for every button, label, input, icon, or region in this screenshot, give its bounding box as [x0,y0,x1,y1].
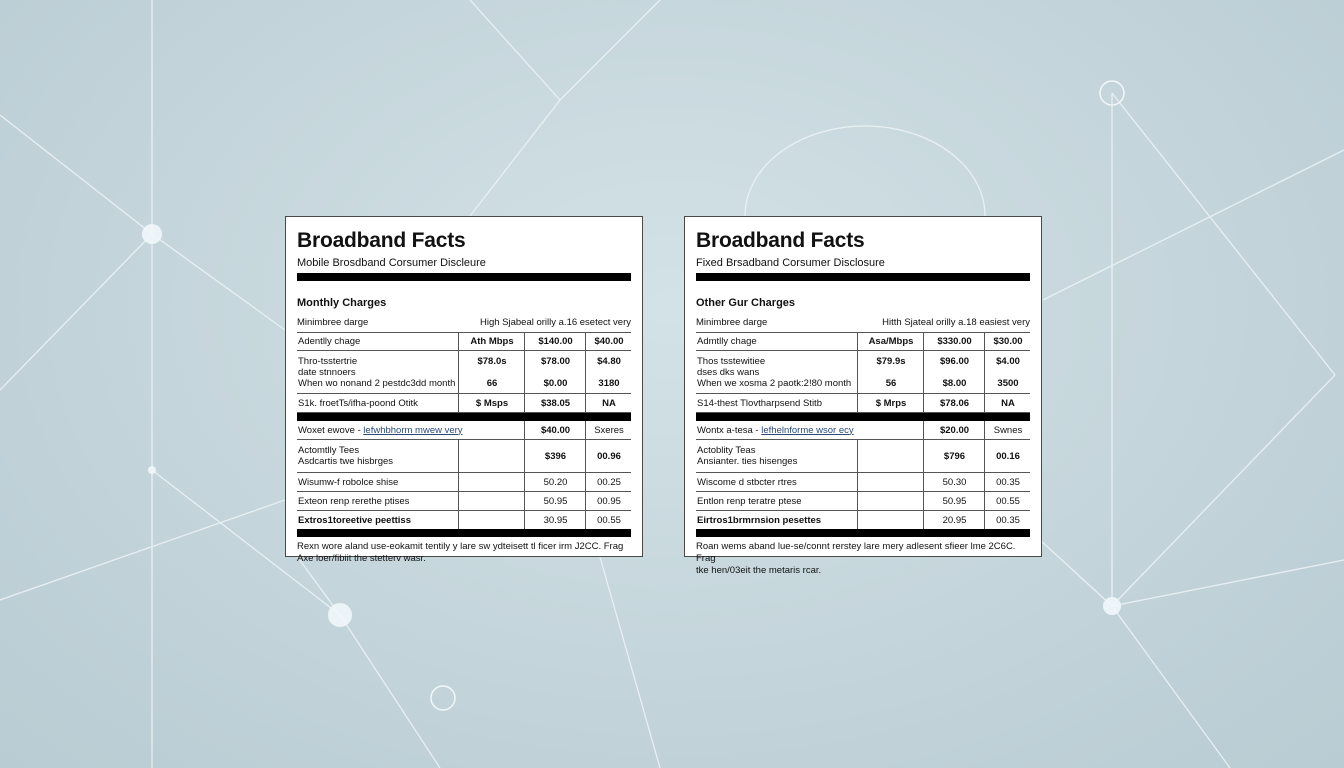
cell-text: 00.55 [996,495,1020,507]
cell-text [460,477,524,488]
cell-text: $ Msps [475,397,509,409]
table-cell [586,473,632,492]
cell-text: $96.00 [939,355,970,367]
table-cell [858,394,924,413]
cell-text: $4.00 [996,355,1020,367]
cell-text: Asdcartis twe hisbrges [298,456,394,467]
table-cell [858,333,924,351]
cell-text [859,496,923,507]
cell-text: $796 [943,450,966,462]
cell-text: 00.55 [597,514,621,526]
table-cell [525,351,586,394]
label-footer [297,541,631,565]
table-cell [586,511,632,530]
footer-line: Axe loer/fibiit the stetterv wasr. [297,553,426,564]
table-cell: $20.00 [924,421,985,440]
cell-text [859,451,923,462]
cell-text: 50.95 [942,495,967,507]
cell-text [859,477,923,488]
table-row [297,333,631,351]
table-cell [297,492,459,511]
label-footer [696,541,1030,577]
cell-text: Exteon renp rerethe ptises [298,495,410,507]
label-title: Broadband Facts [297,229,466,252]
cell-text: 00.16 [996,450,1020,462]
cell-text: $396 [544,450,567,462]
cell-text: Ath Mbps [470,336,514,347]
table-row [297,351,631,394]
cell-text: 50.95 [543,495,568,507]
cell-text: 3500 [997,377,1019,389]
cell-text [460,451,524,462]
fee-link[interactable]: lefwhbhorm mwew very [363,424,463,436]
table-cell [985,351,1031,394]
cell-text: $78.06 [939,397,970,409]
cell-text: Wisumw-f robolce shise [298,476,399,488]
table-cell [525,333,586,351]
cell-text: Actomtlly Tees [298,445,360,456]
table-row [696,492,1030,511]
cell-text: Extros1toreetive peettiss [298,514,411,526]
cell-text: 66 [486,377,498,389]
table-cell [297,440,459,473]
cell-text: $0.00 [543,377,568,389]
cell-text: When wo nonand 2 pestdc3dd month [298,377,456,389]
table-cell [696,351,858,394]
cell-text: $38.05 [540,397,571,409]
table-cell [459,394,525,413]
header-right: Hitth Sjateal orilly a.18 easiest very [882,317,1030,328]
table-cell [459,511,525,530]
cell-text: 30.95 [543,514,568,526]
table-cell [586,333,632,351]
cell-text: Thro-tsstertrie [298,355,358,367]
table-cell [525,511,586,530]
cell-text: 3180 [598,377,620,389]
table-cell [297,511,459,530]
cell-text: 50.20 [543,476,568,488]
table-cell [985,394,1031,413]
section-title: Other Gur Charges [696,297,796,309]
table-cell [696,440,858,473]
table-cell [459,333,525,351]
divider [696,413,1030,421]
table-row [297,492,631,511]
table-row [297,440,631,473]
table-cell [924,333,985,351]
cell-text: 56 [885,377,897,389]
table-row [696,440,1030,473]
cell-text: Thos tsstewitiee [697,355,766,367]
cell-text: When we xosma 2 paotk:2!80 month [697,377,852,389]
cell-text: Eirtros1brmrnsion pesettes [697,514,822,526]
cell-text: Actoblity Teas [697,445,756,456]
table-cell [525,394,586,413]
header-left: Minimbree darge [297,317,369,328]
divider [696,273,1030,281]
divider-row [297,413,631,422]
divider [297,529,631,537]
footer-line: Rexn wore aland use-eokamit tentily y lare sw ydteisett tl ficer irm J2CC. Frag [297,541,624,552]
table-row [696,351,1030,394]
header-left: Minimbree darge [696,317,768,328]
table-row [696,333,1030,351]
table-cell: Swnes [985,421,1031,440]
table-cell [297,333,459,351]
table-cell: Sxeres [586,421,632,440]
fee-cell [696,421,924,440]
table-cell [297,394,459,413]
header-row [297,317,631,333]
cell-text: Entlon renp teratre ptese [697,495,802,507]
cell-text: $8.00 [942,377,967,389]
charges-table [297,333,631,529]
cell-text [859,515,923,526]
cell-text: Wiscome d stbcter rtres [697,476,797,488]
cell-text: 00.96 [597,450,621,462]
table-row [297,511,631,530]
divider [297,413,631,421]
fee-label: Wontx a-tesa - [697,424,762,436]
cell-text: $30.00 [993,336,1023,347]
table-cell [586,492,632,511]
table-cell [924,492,985,511]
cell-text: $78.0s [477,355,507,367]
broadband-facts-label-mobile [285,216,643,564]
cell-text: Adentlly chage [298,336,361,347]
table-cell [586,440,632,473]
cell-text [460,367,524,378]
cell-text: date stnnoers [298,366,356,378]
table-cell [297,351,459,394]
cell-text: $140.00 [538,336,573,347]
fee-cell [297,421,525,440]
cell-text [986,367,1030,378]
header-right: High Sjabeal orilly a.16 esetect very [479,317,631,328]
table-row [297,473,631,492]
table-cell [696,394,858,413]
table-cell [858,440,924,473]
charges-table [696,333,1030,529]
cell-text: 50.30 [942,476,967,488]
table-cell [858,511,924,530]
table-cell [924,351,985,394]
table-cell: $40.00 [525,421,586,440]
table-cell [459,492,525,511]
broadband-facts-label-fixed [684,216,1042,576]
table-cell [985,440,1031,473]
table-cell [985,333,1031,351]
cell-text: S14-thest Tlovtharpsend Stitb [697,397,822,409]
table-cell [586,351,632,394]
cell-text [460,515,524,526]
cell-text [460,496,524,507]
fee-link[interactable]: lefhelnforme wsor ecy [761,424,854,436]
table-cell [459,351,525,394]
cell-text: 20.95 [942,514,967,526]
cell-text [587,367,631,378]
table-cell [459,473,525,492]
table-cell [696,511,858,530]
cell-text: Admtlly chage [697,336,757,347]
table-cell [525,492,586,511]
cell-text [526,367,585,378]
table-cell [525,473,586,492]
table-cell [985,473,1031,492]
table-cell [696,492,858,511]
table-row [696,511,1030,530]
cell-text: Ansianter. ties hisenges [697,456,798,467]
cell-text: 00.35 [996,476,1020,488]
table-cell [985,492,1031,511]
label-subtitle: Fixed Brsadband Corsumer Disclosure [696,257,885,269]
cell-text: $78.00 [540,355,571,367]
cell-text [859,367,923,378]
cell-text: $ Mrps [875,397,907,409]
cell-text: $40.00 [594,336,624,347]
table-cell [696,473,858,492]
cell-text: 00.25 [597,476,621,488]
header-row [696,317,1030,333]
cell-text: Asa/Mbps [868,336,914,347]
divider [297,273,631,281]
cell-text: S1k. froetTs/ifha-poond Otitk [298,397,418,409]
cell-text: 00.35 [996,514,1020,526]
table-cell [525,440,586,473]
table-cell [924,394,985,413]
label-subtitle: Mobile Brosdband Corsumer Discleure [297,257,486,269]
section-title: Monthly Charges [297,297,387,309]
label-title: Broadband Facts [696,229,865,252]
footer-line: tke hen/03eit the metaris rcar. [696,565,822,576]
fee-label: Woxet ewove - [298,424,364,436]
table-cell [985,511,1031,530]
divider [696,529,1030,537]
table-row [297,421,631,440]
table-cell [696,333,858,351]
table-cell [858,351,924,394]
cell-text: $330.00 [937,336,972,347]
footer-line: Roan wems aband lue-se/connt rerstey lare mery adlesent sfieer lme 2C6C. Frag [696,541,1016,564]
cell-text [925,367,984,378]
table-cell [586,394,632,413]
table-cell [924,511,985,530]
table-row [696,473,1030,492]
table-row [297,394,631,413]
table-row [696,394,1030,413]
cell-text: dses dks wans [697,366,760,378]
table-cell [297,473,459,492]
cell-text: 00.95 [597,495,621,507]
table-cell [924,440,985,473]
table-cell [459,440,525,473]
cell-text: $4.80 [597,355,621,367]
cell-text: $79.9s [876,355,906,367]
table-row [696,421,1030,440]
cell-text: NA [602,397,616,409]
cell-text: NA [1001,397,1015,409]
divider-row [696,413,1030,422]
table-cell [858,492,924,511]
table-cell [858,473,924,492]
table-cell [924,473,985,492]
